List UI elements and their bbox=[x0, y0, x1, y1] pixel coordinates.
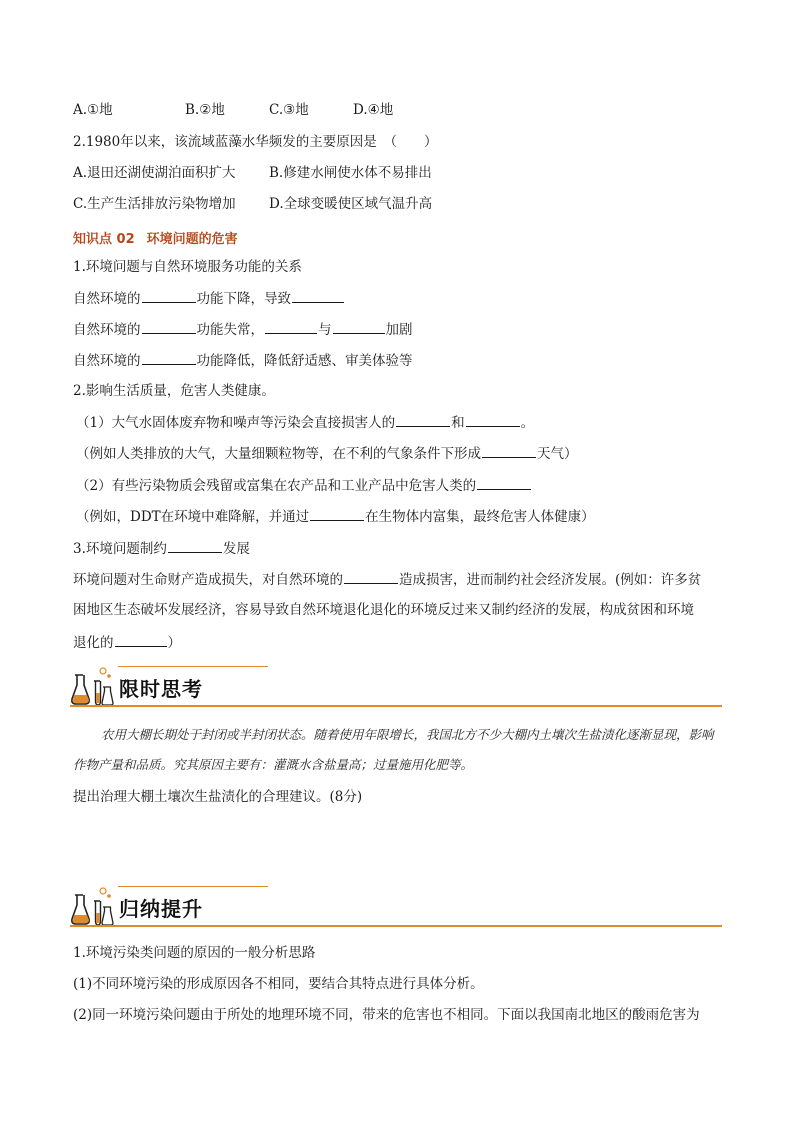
s3-heading-text-a: 3.环境问题制约 bbox=[73, 541, 167, 557]
s3-line3 bbox=[73, 633, 181, 652]
q2-options-row1 bbox=[73, 164, 432, 182]
s2-p3 bbox=[76, 476, 532, 495]
knowledge-point-label: 知识点 02 bbox=[73, 232, 135, 247]
s3-l3-text-b: ） bbox=[167, 635, 181, 651]
q2-option-d[interactable]: D.全球变暖使区域气温升高 bbox=[269, 196, 433, 212]
section-title-think: 限时思考 bbox=[119, 677, 203, 701]
q1-option-d[interactable]: D.④地 bbox=[353, 102, 394, 118]
s2-p2-text-b: 天气） bbox=[537, 446, 578, 462]
s3-line1 bbox=[73, 570, 701, 589]
s3-l1-text-b: 造成损害，进而制约社会经济发展。(例如：许多贫 bbox=[399, 572, 702, 588]
fill-blank[interactable] bbox=[344, 570, 398, 584]
summary-line-3: (2)同一环境污染问题由于所处的地理环境不同，带来的危害也不相同。下面以我国南北地区的酸雨危害为 bbox=[73, 1007, 700, 1023]
header-top-rule bbox=[118, 666, 268, 667]
s3-line2: 困地区生态破坏发展经济，容易导致自然环境退化退化的环境反过来又制约经济的发展，构成贫困和环境 bbox=[73, 602, 694, 618]
header-bottom-rule bbox=[70, 705, 722, 707]
s2-p2 bbox=[76, 444, 578, 463]
s1-r2-text-a: 自然环境的 bbox=[73, 322, 141, 338]
fill-blank[interactable] bbox=[333, 320, 385, 334]
s2-p3-text-a: （2）有些污染物质会残留或富集在农产品和工业产品中危害人类的 bbox=[76, 478, 477, 494]
s2-p1-text-b: 和 bbox=[451, 415, 465, 431]
s1-heading: 1.环境问题与自然环境服务功能的关系 bbox=[73, 259, 302, 275]
s3-heading-text-b: 发展 bbox=[222, 541, 250, 557]
q2-option-c[interactable]: C.生产生活排放污染物增加 bbox=[73, 196, 236, 212]
s1-r1-text-b: 功能下降，导致 bbox=[196, 291, 291, 307]
fill-blank[interactable] bbox=[142, 289, 196, 303]
s2-p1 bbox=[76, 413, 534, 432]
s1-r2-text-c: 与 bbox=[318, 322, 332, 338]
s3-heading bbox=[73, 539, 250, 558]
s1-r3-text-b: 功能降低，降低舒适感、审美体验等 bbox=[196, 353, 413, 369]
fill-blank[interactable] bbox=[466, 413, 520, 427]
s2-p1-text-c: 。 bbox=[520, 415, 535, 431]
s2-p4-text-b: 在生物体内富集，最终危害人体健康） bbox=[365, 509, 595, 525]
q1-option-b[interactable]: B.②地 bbox=[185, 102, 225, 118]
fill-blank[interactable] bbox=[168, 539, 222, 553]
s2-p1-text-a: （1）大气水固体废弃物和噪声等污染会直接损害人的 bbox=[76, 415, 396, 431]
s1-row2 bbox=[73, 320, 413, 339]
s1-row3 bbox=[73, 351, 413, 370]
fill-blank[interactable] bbox=[477, 476, 531, 490]
q1-options bbox=[73, 101, 393, 119]
s3-l3-text-a: 退化的 bbox=[73, 635, 114, 651]
summary-line-1: 1.环境污染类问题的原因的一般分析思路 bbox=[73, 945, 316, 961]
knowledge-point-heading bbox=[73, 228, 238, 247]
section-title-summary: 归纳提升 bbox=[119, 897, 203, 921]
think-paragraph: 农用大棚长期处于封闭或半封闭状态。随着使用年限增长，我国北方不少大棚内土壤次生盐渍化逐渐显现，影响作物产量和品质。究其原因主要有：灌溉水含盐量高；过量施用化肥等。 bbox=[73, 727, 714, 772]
q2-options-row2 bbox=[73, 195, 432, 213]
fill-blank[interactable] bbox=[292, 289, 344, 303]
q1-option-c[interactable]: C.③地 bbox=[269, 102, 309, 118]
knowledge-point-title: 环境问题的危害 bbox=[146, 232, 238, 247]
fill-blank[interactable] bbox=[396, 413, 450, 427]
s1-row1 bbox=[73, 289, 345, 308]
section-header-summary bbox=[70, 883, 722, 927]
fill-blank[interactable] bbox=[142, 351, 196, 365]
s2-p2-text-a: （例如人类排放的大气，大量细颗粒物等，在不利的气象条件下形成 bbox=[76, 446, 481, 462]
summary-line-2: (1)不同环境污染的形成原因各不相同，要结合其特点进行具体分析。 bbox=[73, 976, 484, 992]
fill-blank[interactable] bbox=[265, 320, 317, 334]
s1-r2-text-d: 加剧 bbox=[385, 322, 413, 338]
header-bottom-rule bbox=[70, 925, 722, 927]
s2-heading: 2.影响生活质量，危害人类健康。 bbox=[73, 383, 275, 399]
fill-blank[interactable] bbox=[115, 633, 167, 647]
s3-l1-text-a: 环境问题对生命财产造成损失，对自然环境的 bbox=[73, 572, 343, 588]
q1-option-a[interactable]: A.①地 bbox=[73, 102, 113, 118]
lab-flask-icon bbox=[70, 667, 116, 707]
s2-p4-text-a: （例如，DDT在环境中难降解，并通过 bbox=[76, 509, 310, 525]
s1-r1-text-a: 自然环境的 bbox=[73, 291, 141, 307]
fill-blank[interactable] bbox=[142, 320, 196, 334]
section-header-think bbox=[70, 663, 722, 707]
fill-blank[interactable] bbox=[310, 507, 364, 521]
s1-r3-text-a: 自然环境的 bbox=[73, 353, 141, 369]
q2-option-a[interactable]: A.退田还湖使湖泊面积扩大 bbox=[73, 165, 236, 181]
lab-flask-icon bbox=[70, 887, 116, 927]
q2-option-b[interactable]: B.修建水闸使水体不易排出 bbox=[269, 165, 432, 181]
s1-r2-text-b: 功能失常， bbox=[196, 322, 264, 338]
fill-blank[interactable] bbox=[482, 444, 536, 458]
q2-stem: 2.1980年以来，该流域蓝藻水华频发的主要原因是 （ ） bbox=[73, 134, 438, 150]
think-question: 提出治理大棚土壤次生盐渍化的合理建议。(8分) bbox=[73, 789, 363, 805]
s2-p4 bbox=[76, 507, 595, 526]
header-top-rule bbox=[118, 886, 268, 887]
